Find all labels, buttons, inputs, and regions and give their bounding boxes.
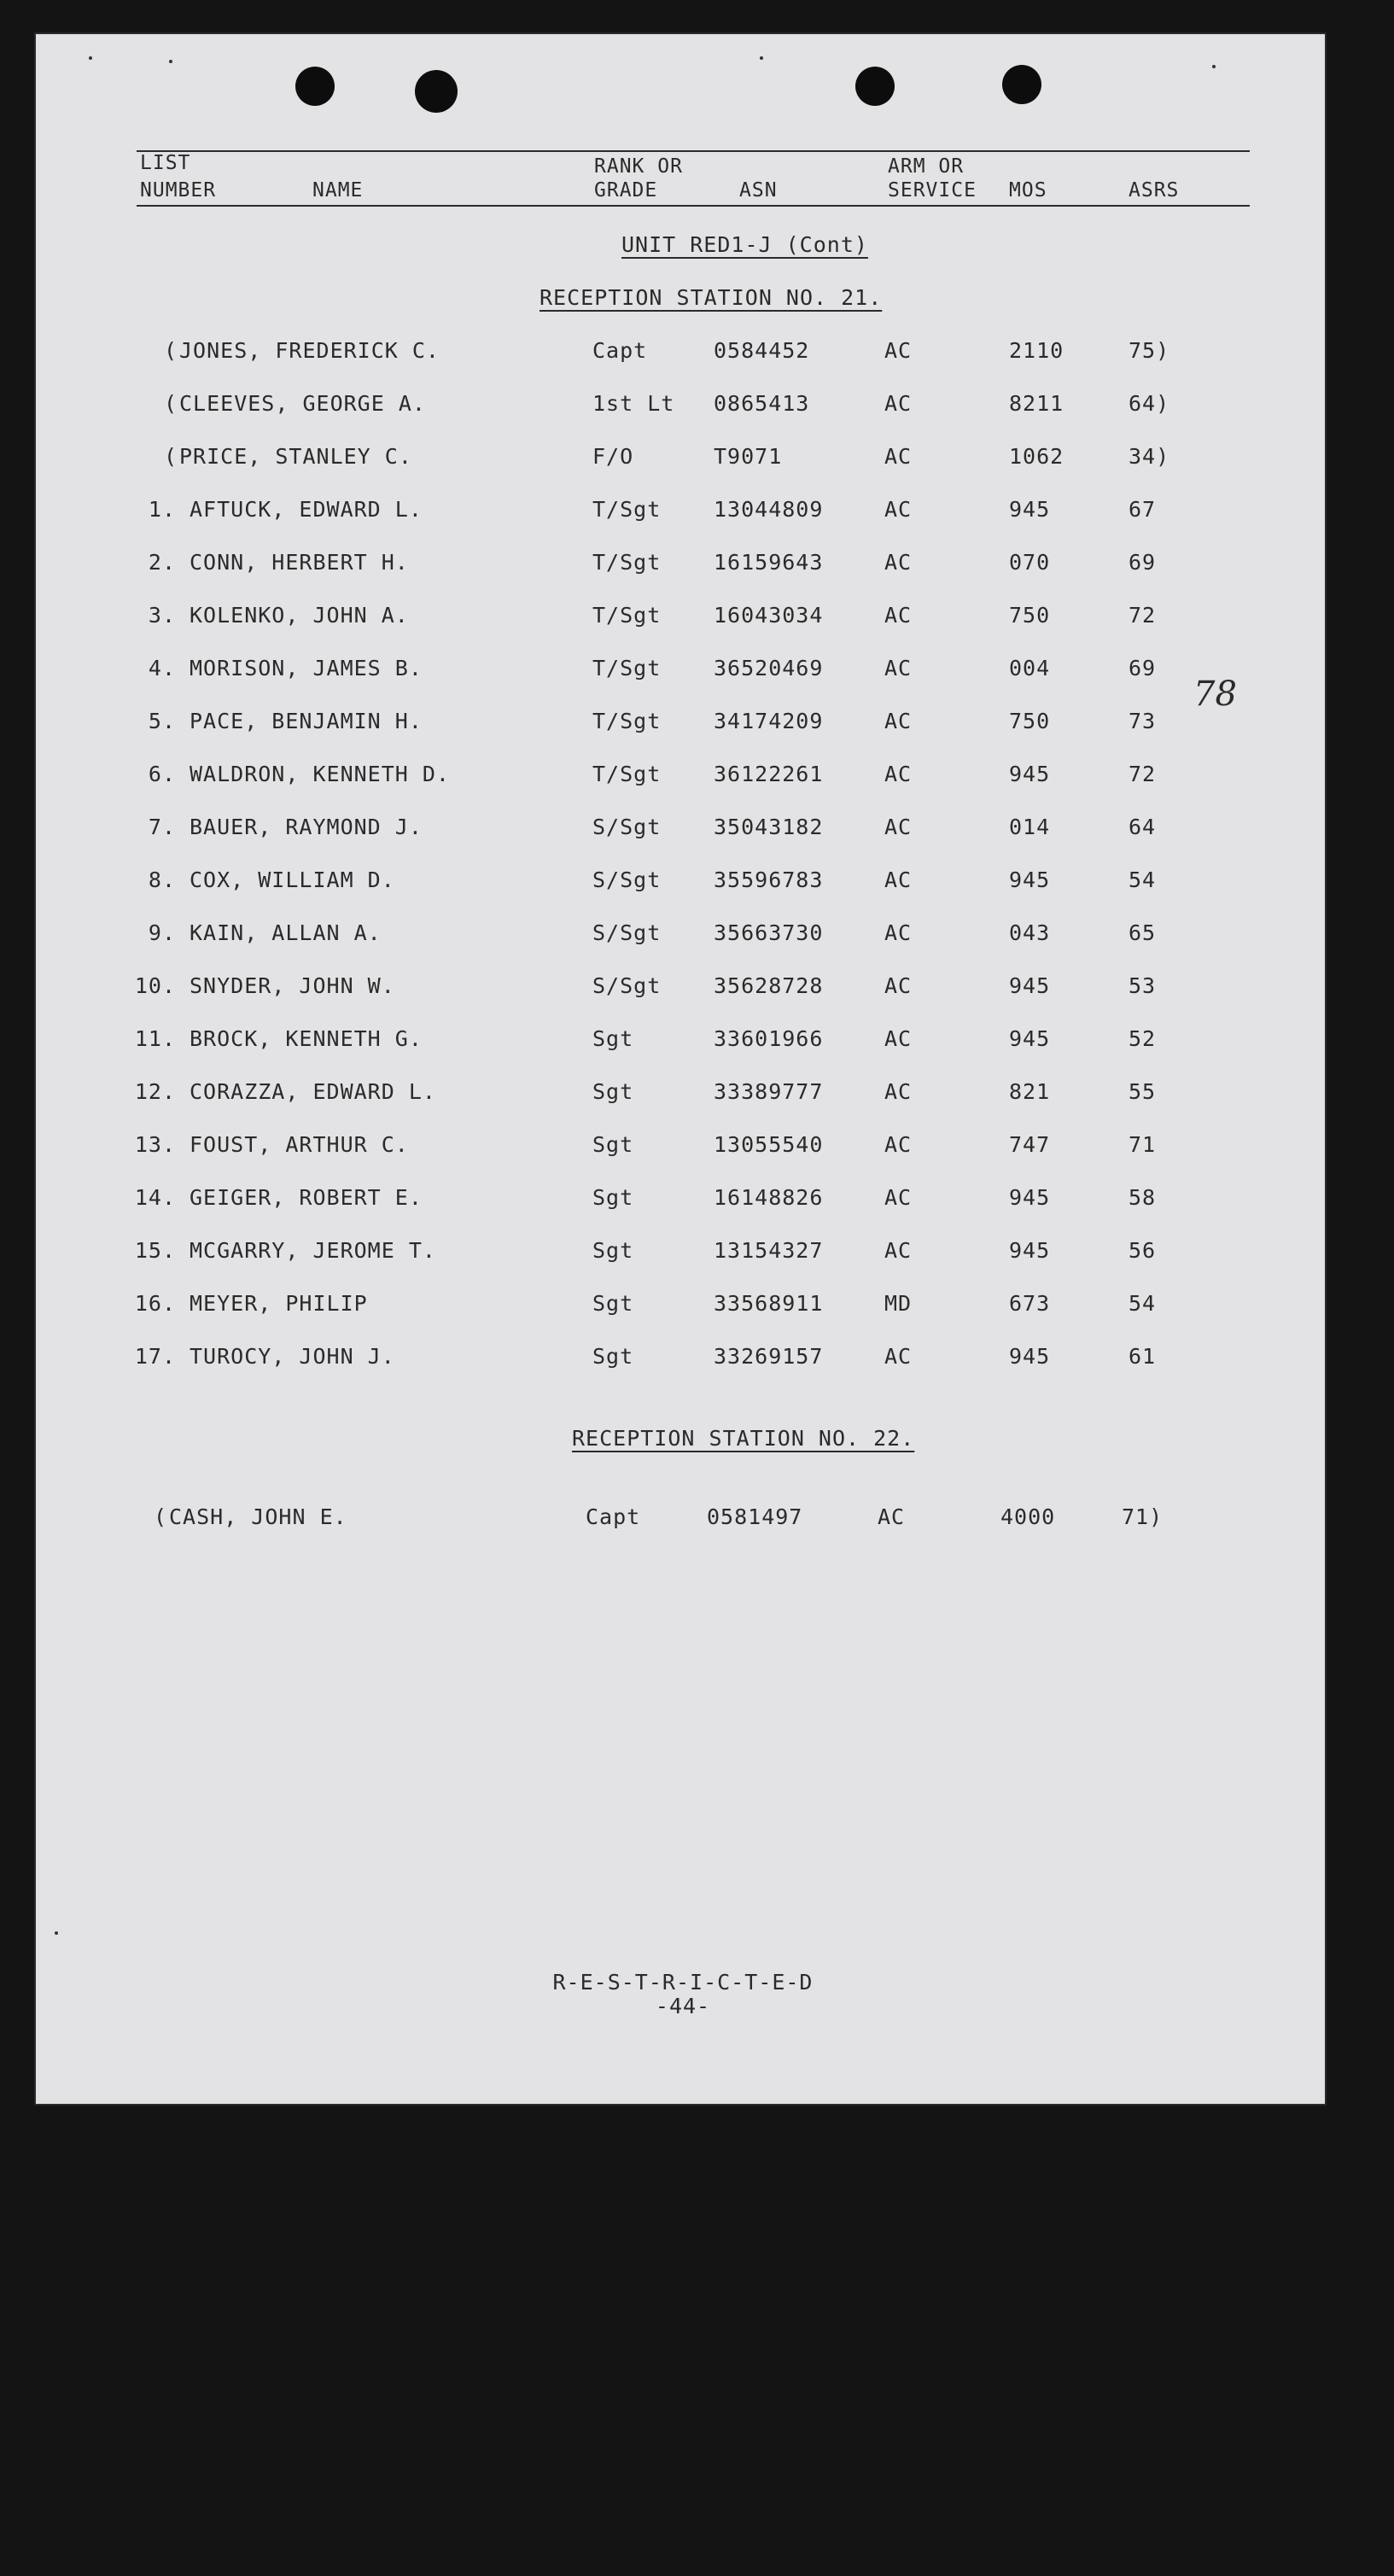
roster-arm: AC — [884, 1079, 913, 1104]
roster-arm: AC — [884, 497, 913, 522]
roster-mos: 750 — [1009, 709, 1051, 733]
officer-row — [0, 1504, 1394, 1539]
roster-name: SNYDER, JOHN W. — [190, 973, 395, 998]
open-paren: ( — [154, 1504, 168, 1529]
roster-rank: S/Sgt — [592, 867, 662, 892]
officer-arm: AC — [878, 1504, 906, 1529]
roster-asn: 35596783 — [714, 867, 824, 892]
roster-asn: 13044809 — [714, 497, 824, 522]
roster-asrs: 56 — [1129, 1238, 1157, 1263]
speck — [169, 60, 172, 63]
list-number: 9. — [148, 920, 176, 945]
page-number: -44- — [655, 1994, 711, 2018]
roster-arm: AC — [884, 1344, 913, 1369]
handwritten-margin-note: 78 — [1193, 675, 1237, 714]
roster-name: GEIGER, ROBERT E. — [190, 1185, 423, 1210]
header-mos: MOS — [1009, 179, 1047, 202]
roster-rank: T/Sgt — [592, 762, 662, 786]
punch-hole — [1002, 65, 1041, 104]
header-arm-line2: SERVICE — [888, 179, 977, 202]
roster-asrs: 65 — [1129, 920, 1157, 945]
speck — [1212, 65, 1216, 68]
roster-asn: 36520469 — [714, 656, 824, 681]
header-rank-line1: RANK OR — [594, 155, 683, 178]
roster-mos: 673 — [1009, 1291, 1051, 1316]
roster-name: BAUER, RAYMOND J. — [190, 815, 423, 839]
officer-asn: 0584452 — [714, 338, 810, 363]
roster-rank: S/Sgt — [592, 973, 662, 998]
list-number: 15. — [134, 1238, 176, 1263]
list-number: 7. — [148, 815, 176, 839]
roster-rank: Sgt — [592, 1026, 634, 1051]
roster-name: KAIN, ALLAN A. — [190, 920, 382, 945]
roster-asrs: 54 — [1129, 1291, 1157, 1316]
list-number: 1. — [148, 497, 176, 522]
list-number: 2. — [148, 550, 176, 575]
roster-mos: 747 — [1009, 1132, 1051, 1157]
list-number: 6. — [148, 762, 176, 786]
roster-arm: AC — [884, 973, 913, 998]
roster-asn: 33389777 — [714, 1079, 824, 1104]
roster-asrs: 64 — [1129, 815, 1157, 839]
roster-name: FOUST, ARTHUR C. — [190, 1132, 409, 1157]
list-number: 13. — [134, 1132, 176, 1157]
roster-arm: AC — [884, 762, 913, 786]
roster-arm: AC — [884, 1185, 913, 1210]
roster-rank: T/Sgt — [592, 550, 662, 575]
roster-arm: AC — [884, 1026, 913, 1051]
roster-name: AFTUCK, EDWARD L. — [190, 497, 423, 522]
officer-asrs: 64) — [1129, 391, 1170, 416]
roster-row — [0, 1344, 1394, 1378]
header-bottom-rule — [137, 205, 1250, 207]
roster-mos: 043 — [1009, 920, 1051, 945]
list-number: 3. — [148, 603, 176, 628]
roster-arm: AC — [884, 603, 913, 628]
roster-mos: 945 — [1009, 1026, 1051, 1051]
roster-asn: 16159643 — [714, 550, 824, 575]
roster-rank: T/Sgt — [592, 709, 662, 733]
header-list-number-line2: NUMBER — [140, 179, 217, 202]
roster-asrs: 53 — [1129, 973, 1157, 998]
roster-rank: T/Sgt — [592, 497, 662, 522]
open-paren: ( — [164, 391, 178, 416]
roster-asrs: 69 — [1129, 656, 1157, 681]
roster-asn: 34174209 — [714, 709, 824, 733]
officer-rank: Capt — [586, 1504, 641, 1529]
roster-asrs: 67 — [1129, 497, 1157, 522]
punch-hole — [415, 70, 458, 113]
roster-rank: Sgt — [592, 1291, 634, 1316]
header-rank-line2: GRADE — [594, 179, 658, 202]
roster-row — [0, 1026, 1394, 1060]
roster-arm: AC — [884, 709, 913, 733]
punch-hole — [295, 67, 335, 106]
roster-asrs: 61 — [1129, 1344, 1157, 1369]
officer-mos: 1062 — [1009, 444, 1064, 469]
roster-asn: 16043034 — [714, 603, 824, 628]
officer-mos: 2110 — [1009, 338, 1064, 363]
section2-title: RECEPTION STATION NO. 22. — [572, 1426, 915, 1451]
officer-asn: 0581497 — [707, 1504, 803, 1529]
roster-row — [0, 1185, 1394, 1219]
open-paren: ( — [164, 338, 178, 363]
officer-mos: 4000 — [1000, 1504, 1056, 1529]
officer-arm: AC — [884, 338, 913, 363]
roster-asrs: 69 — [1129, 550, 1157, 575]
officer-arm: AC — [884, 444, 913, 469]
officer-arm: AC — [884, 391, 913, 416]
header-list-number-line1: LIST — [140, 152, 191, 174]
roster-asn: 13154327 — [714, 1238, 824, 1263]
roster-asn: 33568911 — [714, 1291, 824, 1316]
roster-name: WALDRON, KENNETH D. — [190, 762, 450, 786]
roster-row — [0, 815, 1394, 849]
roster-rank: Sgt — [592, 1238, 634, 1263]
list-number: 16. — [134, 1291, 176, 1316]
header-asrs: ASRS — [1129, 179, 1180, 202]
officer-asrs: 34) — [1129, 444, 1170, 469]
roster-row — [0, 603, 1394, 637]
header-top-rule — [137, 150, 1250, 152]
roster-name: CONN, HERBERT H. — [190, 550, 409, 575]
roster-name: CORAZZA, EDWARD L. — [190, 1079, 436, 1104]
roster-mos: 945 — [1009, 497, 1051, 522]
officer-asrs: 75) — [1129, 338, 1170, 363]
roster-mos: 821 — [1009, 1079, 1051, 1104]
officer-row — [0, 444, 1394, 478]
roster-row — [0, 973, 1394, 1008]
roster-row — [0, 1291, 1394, 1325]
officer-name: CLEEVES, GEORGE A. — [179, 391, 426, 416]
roster-asn: 35663730 — [714, 920, 824, 945]
roster-rank: S/Sgt — [592, 815, 662, 839]
roster-arm: AC — [884, 1132, 913, 1157]
roster-arm: AC — [884, 867, 913, 892]
roster-name: BROCK, KENNETH G. — [190, 1026, 423, 1051]
roster-row — [0, 1132, 1394, 1166]
officer-rank: F/O — [592, 444, 634, 469]
list-number: 17. — [134, 1344, 176, 1369]
officer-row — [0, 391, 1394, 425]
header-arm-line1: ARM OR — [888, 155, 965, 178]
list-number: 10. — [134, 973, 176, 998]
roster-row — [0, 1079, 1394, 1113]
roster-asn: 13055540 — [714, 1132, 824, 1157]
roster-row — [0, 867, 1394, 902]
roster-name: COX, WILLIAM D. — [190, 867, 395, 892]
roster-asn: 33269157 — [714, 1344, 824, 1369]
officer-row — [0, 338, 1394, 372]
roster-arm: AC — [884, 656, 913, 681]
roster-asrs: 52 — [1129, 1026, 1157, 1051]
roster-mos: 070 — [1009, 550, 1051, 575]
roster-row — [0, 656, 1394, 690]
officer-asrs: 71) — [1122, 1504, 1164, 1529]
open-paren: ( — [164, 444, 178, 469]
roster-mos: 945 — [1009, 1185, 1051, 1210]
roster-rank: T/Sgt — [592, 656, 662, 681]
list-number: 11. — [134, 1026, 176, 1051]
unit-title: UNIT RED1-J (Cont) — [621, 232, 868, 257]
officer-rank: 1st Lt — [592, 391, 675, 416]
roster-rank: T/Sgt — [592, 603, 662, 628]
roster-asn: 35628728 — [714, 973, 824, 998]
officer-name: JONES, FREDERICK C. — [179, 338, 440, 363]
roster-row — [0, 497, 1394, 531]
punch-hole — [855, 67, 895, 106]
roster-asrs: 54 — [1129, 867, 1157, 892]
speck — [89, 56, 92, 60]
roster-mos: 945 — [1009, 762, 1051, 786]
roster-mos: 945 — [1009, 973, 1051, 998]
restricted-footer: R-E-S-T-R-I-C-T-E-D — [552, 1970, 814, 1995]
roster-rank: Sgt — [592, 1079, 634, 1104]
list-number: 4. — [148, 656, 176, 681]
roster-rank: Sgt — [592, 1185, 634, 1210]
roster-arm: AC — [884, 1238, 913, 1263]
roster-rank: Sgt — [592, 1132, 634, 1157]
speck — [760, 56, 763, 60]
roster-arm: MD — [884, 1291, 913, 1316]
list-number: 5. — [148, 709, 176, 733]
roster-asn: 16148826 — [714, 1185, 824, 1210]
roster-row — [0, 550, 1394, 584]
list-number: 12. — [134, 1079, 176, 1104]
roster-arm: AC — [884, 550, 913, 575]
roster-mos: 945 — [1009, 867, 1051, 892]
roster-asrs: 58 — [1129, 1185, 1157, 1210]
officer-name: PRICE, STANLEY C. — [179, 444, 412, 469]
speck — [55, 1931, 58, 1935]
roster-asrs: 72 — [1129, 603, 1157, 628]
roster-asrs: 72 — [1129, 762, 1157, 786]
roster-mos: 945 — [1009, 1344, 1051, 1369]
roster-asn: 36122261 — [714, 762, 824, 786]
officer-rank: Capt — [592, 338, 648, 363]
roster-mos: 945 — [1009, 1238, 1051, 1263]
roster-row — [0, 709, 1394, 743]
officer-mos: 8211 — [1009, 391, 1064, 416]
roster-name: MORISON, JAMES B. — [190, 656, 423, 681]
roster-name: PACE, BENJAMIN H. — [190, 709, 423, 733]
roster-name: KOLENKO, JOHN A. — [190, 603, 409, 628]
header-asn: ASN — [739, 179, 778, 202]
roster-asn: 33601966 — [714, 1026, 824, 1051]
roster-rank: S/Sgt — [592, 920, 662, 945]
roster-asrs: 55 — [1129, 1079, 1157, 1104]
officer-asn: 0865413 — [714, 391, 810, 416]
officer-name: CASH, JOHN E. — [169, 1504, 347, 1529]
roster-asrs: 71 — [1129, 1132, 1157, 1157]
roster-asn: 35043182 — [714, 815, 824, 839]
roster-arm: AC — [884, 920, 913, 945]
roster-row — [0, 920, 1394, 955]
roster-asrs: 73 — [1129, 709, 1157, 733]
roster-row — [0, 1238, 1394, 1272]
roster-mos: 014 — [1009, 815, 1051, 839]
roster-mos: 750 — [1009, 603, 1051, 628]
list-number: 8. — [148, 867, 176, 892]
roster-name: MCGARRY, JEROME T. — [190, 1238, 436, 1263]
roster-rank: Sgt — [592, 1344, 634, 1369]
roster-mos: 004 — [1009, 656, 1051, 681]
roster-name: TUROCY, JOHN J. — [190, 1344, 395, 1369]
section1-title: RECEPTION STATION NO. 21. — [540, 285, 883, 310]
list-number: 14. — [134, 1185, 176, 1210]
roster-row — [0, 762, 1394, 796]
header-name: NAME — [312, 179, 364, 202]
roster-name: MEYER, PHILIP — [190, 1291, 368, 1316]
roster-arm: AC — [884, 815, 913, 839]
officer-asn: T9071 — [714, 444, 783, 469]
